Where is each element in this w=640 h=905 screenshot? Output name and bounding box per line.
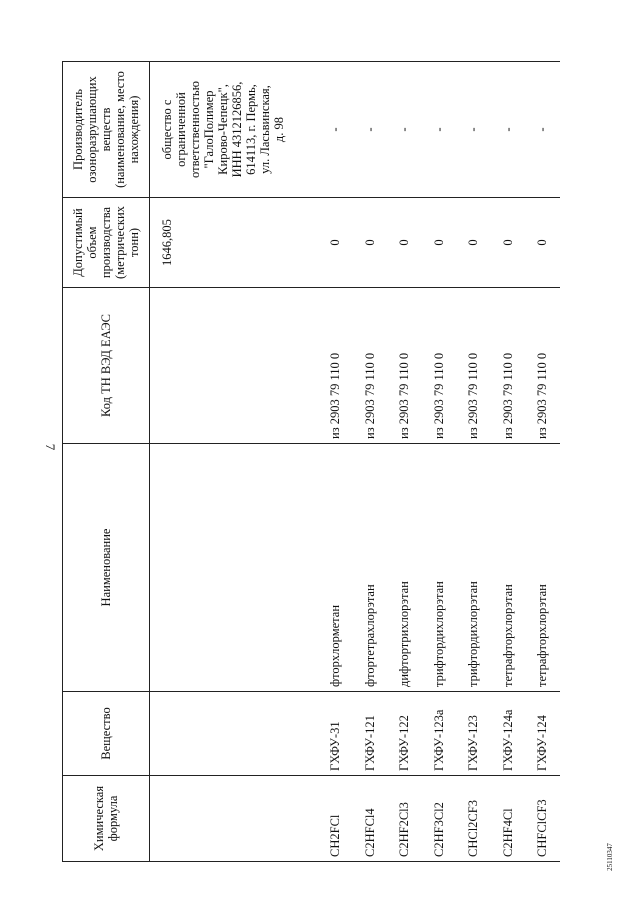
cell-substance: ГХФУ-122 [387,692,422,776]
table-row [353,62,388,862]
cell-name: фтортетрахлорэтан [353,444,388,692]
cell-substance: ГХФУ-124 [525,692,560,776]
cell-formula: C2HF3Cl2 [422,776,457,862]
producer-line: общество с [160,99,174,160]
cell-code: из 2903 79 110 0 [387,288,422,444]
cell-name: трифтордихлорэтан [456,444,491,692]
document-code: 25110347 [606,843,614,871]
cell-producer: - [525,62,560,198]
cell-formula: C2HF4Cl [491,776,526,862]
table-row [525,62,560,862]
producer-line: ограниченной [174,92,188,167]
cell-empty [150,444,319,692]
cell-volume: 0 [525,198,560,288]
cell-formula: CHFClCF3 [525,776,560,862]
cell-volume: 0 [456,198,491,288]
cell-code: из 2903 79 110 0 [525,288,560,444]
header-code: Код ТН ВЭД ЕАЭС [63,288,150,444]
producer-line: д. 98 [272,116,286,143]
table-header-row [63,62,150,862]
cell-volume: 0 [387,198,422,288]
total-volume: 1646,805 [150,198,319,288]
cell-code: из 2903 79 110 0 [422,288,457,444]
cell-name: тетрафторхлорэтан [525,444,560,692]
ods-table-rotated [62,62,622,862]
ods-table [62,61,560,862]
cell-empty [150,692,319,776]
table-row-summary [150,62,319,862]
producer-line: Кирово-Чепецк", [216,84,230,175]
table-row [422,62,457,862]
cell-producer: - [353,62,388,198]
cell-name: дифтортрихлорэтан [387,444,422,692]
cell-formula: CHCl2CF3 [456,776,491,862]
cell-name: трифтордихлорэтан [422,444,457,692]
producer-line: ИНН 4312126856, [230,81,244,178]
cell-code: из 2903 79 110 0 [456,288,491,444]
cell-volume: 0 [318,198,353,288]
cell-volume: 0 [491,198,526,288]
table-row [387,62,422,862]
cell-formula: C2HF2Cl3 [387,776,422,862]
header-formula: Химическая формула [63,776,150,862]
producer-line: "ГалоПолимер [202,90,216,169]
cell-formula: CH2FCl [318,776,353,862]
producer-line: ответственностью [188,81,202,178]
cell-producer: - [456,62,491,198]
cell-formula: C2HFCl4 [353,776,388,862]
cell-producer: - [491,62,526,198]
cell-name: фторхлорметан [318,444,353,692]
cell-volume: 0 [353,198,388,288]
header-substance: Вещество [63,692,150,776]
cell-substance: ГХФУ-123 [456,692,491,776]
cell-producer: - [318,62,353,198]
header-volume: Допустимый объем производства (метрических тонн) [63,198,150,288]
cell-empty [150,776,319,862]
producer-line: 614113, г. Пермь, [244,84,258,175]
cell-substance: ГХФУ-124а [491,692,526,776]
cell-empty [150,288,319,444]
cell-substance: ГХФУ-123а [422,692,457,776]
table-row [456,62,491,862]
producer-details [150,62,319,198]
cell-code: из 2903 79 110 0 [318,288,353,444]
table-row [491,62,526,862]
cell-volume: 0 [422,198,457,288]
cell-code: из 2903 79 110 0 [491,288,526,444]
header-producer: Производитель озоноразрушающих веществ (наименование, место нахождения) [63,62,150,198]
page-number: 7 [43,443,58,451]
cell-name: тетрафторхлорэтан [491,444,526,692]
producer-line: ул. Ласьвинская, [258,85,272,174]
table-row [318,62,353,862]
header-name: Наименование [63,444,150,692]
cell-producer: - [422,62,457,198]
cell-substance: ГХФУ-121 [353,692,388,776]
cell-substance: ГХФУ-31 [318,692,353,776]
cell-producer: - [387,62,422,198]
cell-code: из 2903 79 110 0 [353,288,388,444]
